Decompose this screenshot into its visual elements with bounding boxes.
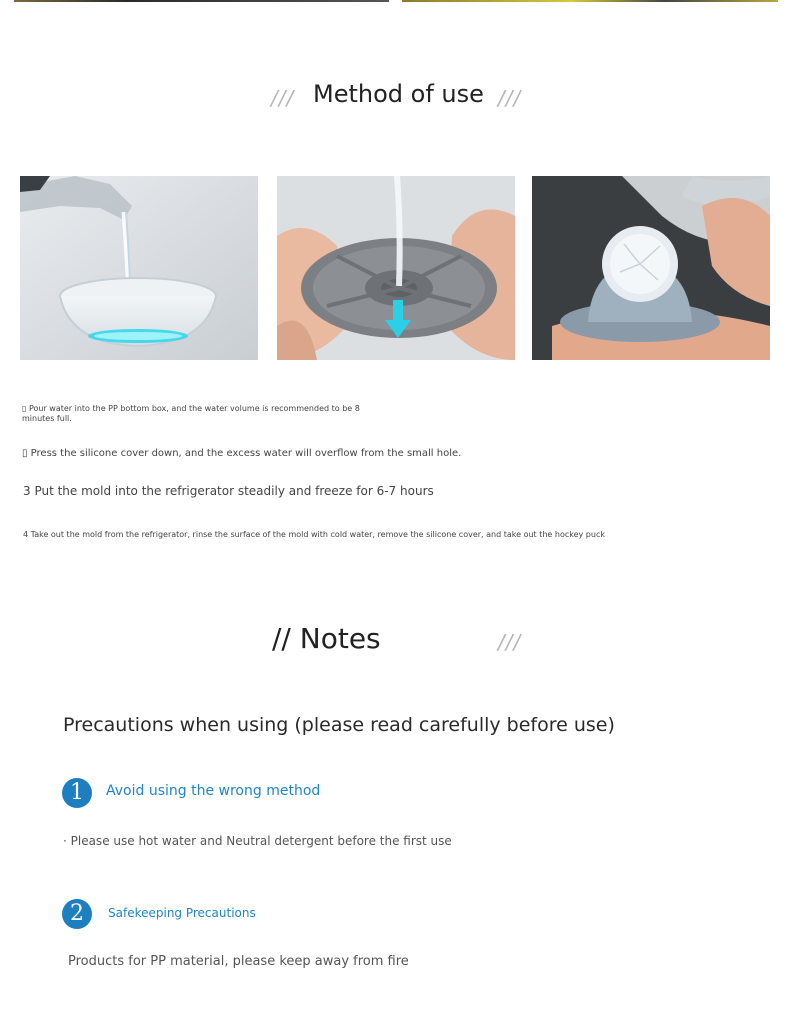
decorative-slashes-left: /// bbox=[271, 86, 295, 110]
method-of-use-title: Method of use bbox=[313, 80, 484, 108]
step-1-line-1: ▯ Pour water into the PP bottom box, and the water volume is recommended to be 8 bbox=[22, 404, 360, 413]
note-2-title: Safekeeping Precautions bbox=[108, 906, 256, 920]
step-4: 4 Take out the mold from the refrigerator, rinse the surface of the mold with cold water, remove the silicone cover, and take out the hockey puck bbox=[23, 530, 605, 539]
top-image-strip-right bbox=[402, 0, 778, 2]
note-1-title: Avoid using the wrong method bbox=[106, 783, 321, 799]
pressing-cover-photo bbox=[277, 176, 515, 360]
step-1-line-2: minutes full. bbox=[22, 414, 72, 423]
notes-title: // Notes bbox=[272, 622, 381, 655]
ice-ball-result-photo bbox=[532, 176, 770, 360]
top-image-strip-left bbox=[14, 0, 389, 2]
step-3: 3 Put the mold into the refrigerator steadily and freeze for 6-7 hours bbox=[23, 484, 434, 498]
step-1 bbox=[22, 404, 360, 424]
note-2-text: Products for PP material, please keep away from fire bbox=[68, 954, 409, 969]
number-badge-2: 2 bbox=[62, 899, 92, 929]
step-2: ▯ Press the silicone cover down, and the excess water will overflow from the small hole. bbox=[22, 448, 462, 459]
decorative-slashes-right: /// bbox=[498, 86, 522, 110]
precautions-heading: Precautions when using (please read carefully before use) bbox=[63, 714, 615, 736]
decorative-slashes-notes: /// bbox=[498, 630, 522, 654]
note-1-text: · Please use hot water and Neutral detergent before the first use bbox=[63, 834, 452, 848]
pouring-water-photo bbox=[20, 176, 258, 360]
number-badge-1: 1 bbox=[62, 778, 92, 808]
